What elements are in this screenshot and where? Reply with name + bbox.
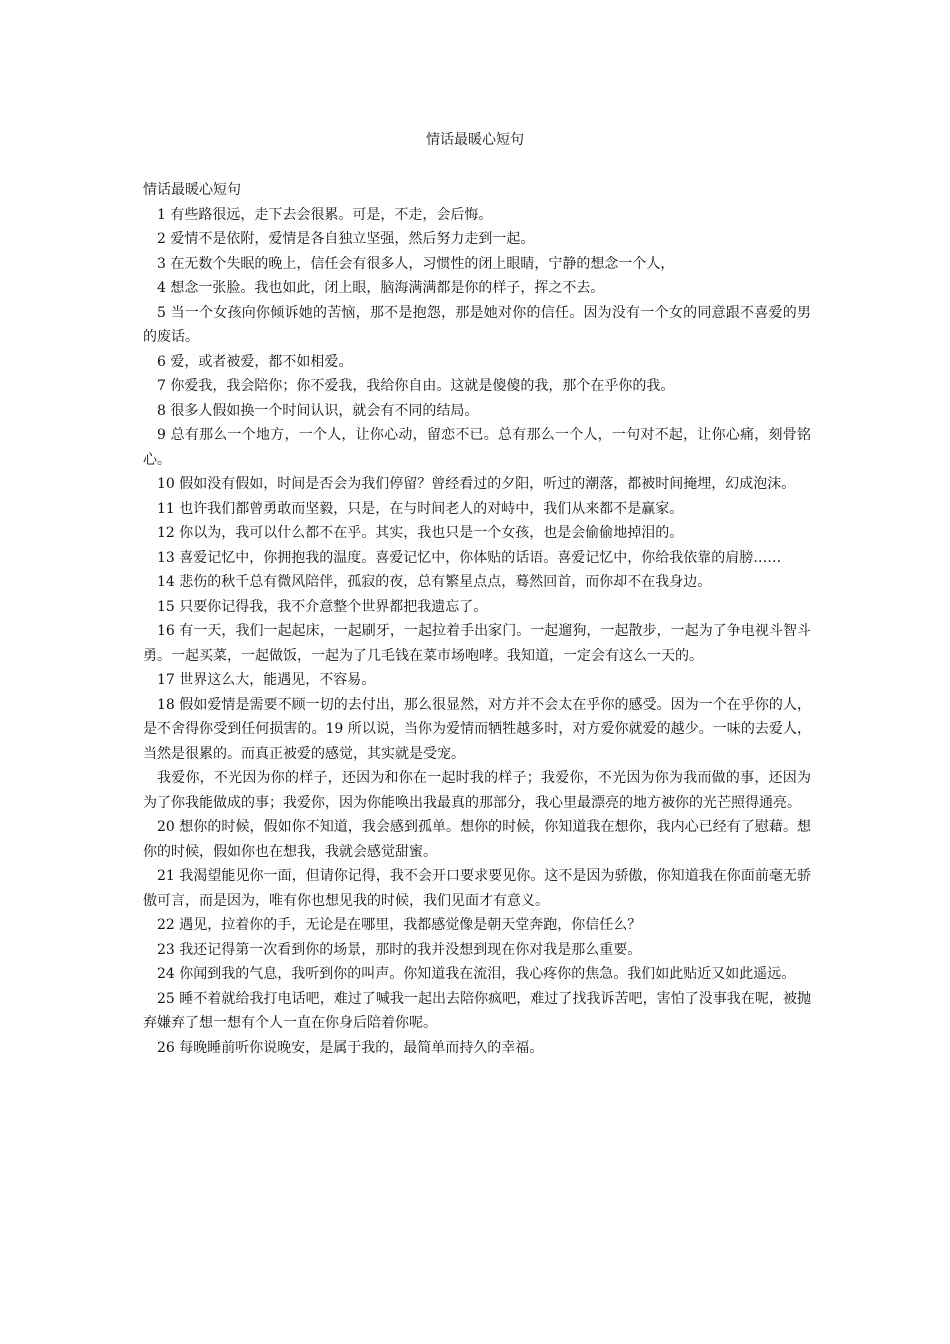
paragraph-26: 26 每晚睡前听你说晚安，是属于我的，最简单而持久的幸福。 [157, 1039, 544, 1056]
paragraph-20: 20 想你的时候，假如你不知道，我会感到孤单。想你的时候，你知道我在想你，我内心已经有了慰藉。想你的时候，假如你也在想我，我就会感觉甜蜜。 [143, 819, 811, 860]
paragraph-18: 18 假如爱情是需要不顾一切的去付出，那么很显然，对方并不会太在乎你的感受。因为一个在乎你的人，是不舍得你受到任何损害的。19 所以说，当你为爱情而牺牲越多时，对方爱你就爱的越少。一味的去爱人，当然是很累的。而真正被爱的感觉，其实就是受宠。 [143, 696, 811, 762]
paragraph-unnumbered: 我爱你，不光因为你的样子，还因为和你在一起时我的样子；我爱你，不光因为你为我而做的事，还因为为了你我能做成的事；我爱你，因为你能唤出我最真的那部分，我心里最漂亮的地方被你的光芒照得通亮。 [143, 770, 811, 811]
paragraph-1: 1 有些路很远，走下去会很累。可是，不走，会后悔。 [157, 206, 493, 223]
paragraph-9: 9 总有那么一个地方，一个人，让你心动，留恋不已。总有那么一个人，一句对不起，让你心痛，刻骨铭心。 [143, 427, 811, 468]
paragraph-15: 15 只要你记得我，我不介意整个世界都把我遗忘了。 [157, 598, 488, 615]
paragraph-23: 23 我还记得第一次看到你的场景，那时的我并没想到现在你对我是那么重要。 [157, 941, 642, 958]
paragraph-3: 3 在无数个失眠的晚上，信任会有很多人，习惯性的闭上眼睛，宁静的想念一个人， [157, 255, 675, 272]
paragraph-24: 24 你闻到我的气息，我听到你的叫声。你知道我在流泪，我心疼你的焦急。我们如此贴近又如此遥远。 [157, 966, 796, 982]
paragraph-2: 2 爱情不是依附，爱情是各自独立坚强，然后努力走到一起。 [157, 231, 535, 247]
paragraph-5: 5 当一个女孩向你倾诉她的苦恼，那不是抱怨，那是她对你的信任。因为没有一个女的同意跟不喜爱的男的废话。 [143, 304, 811, 345]
paragraph-4: 4 想念一张脸。我也如此，闭上眼，脑海满满都是你的样子，挥之不去。 [157, 280, 605, 296]
paragraph-13: 13 喜爱记忆中，你拥抱我的温度。喜爱记忆中，你体贴的话语。喜爱记忆中，你给我依靠的肩膀…… [157, 549, 782, 566]
paragraph-7: 7 你爱我，我会陪你；你不爱我，我给你自由。这就是傻傻的我，那个在乎你的我。 [157, 378, 675, 394]
paragraph-8: 8 很多人假如换一个时间认识，就会有不同的结局。 [157, 402, 479, 419]
section-heading: 情话最暖心短句 [143, 182, 241, 198]
paragraph-17: 17 世界这么大，能遇见，不容易。 [157, 672, 376, 688]
paragraph-16: 16 有一天，我们一起起床，一起刷牙，一起拉着手出家门。一起遛狗，一起散步，一起为了争电视斗智斗勇。一起买菜，一起做饭，一起为了几毛钱在菜市场咆哮。我知道，一定会有这么一天的。 [143, 623, 811, 664]
paragraph-14: 14 悲伤的秋千总有微风陪伴，孤寂的夜，总有繁星点点，蓦然回首，而你却不在我身边。 [157, 574, 712, 590]
paragraph-22: 22 遇见，拉着你的手，无论是在哪里，我都感觉像是朝天堂奔跑，你信任么？ [157, 917, 642, 933]
paragraph-25: 25 睡不着就给我打电话吧，难过了喊我一起出去陪你疯吧，难过了找我诉苦吧，害怕了没事我在呢，被抛弃嫌弃了想一想有个人一直在你身后陪着你呢。 [143, 990, 811, 1031]
document-title: 情话最暖心短句 [426, 132, 524, 148]
paragraph-6: 6 爱，或者被爱，都不如相爱。 [157, 353, 353, 370]
paragraph-10: 10 假如没有假如，时间是否会为我们停留？曾经看过的夕阳，听过的潮落，都被时间掩埋，幻成泡沫。 [157, 476, 796, 492]
paragraph-12: 12 你以为，我可以什么都不在乎。其实，我也只是一个女孩，也是会偷偷地掉泪的。 [157, 525, 684, 541]
paragraph-21: 21 我渴望能见你一面，但请你记得，我不会开口要求要见你。这不是因为骄傲，你知道我在你面前毫无骄傲可言，而是因为，唯有你也想见我的时候，我们见面才有意义。 [143, 868, 811, 909]
paragraph-11: 11 也许我们都曾勇敢而坚毅，只是，在与时间老人的对峙中，我们从来都不是赢家。 [157, 500, 684, 517]
document-body [143, 178, 811, 1060]
